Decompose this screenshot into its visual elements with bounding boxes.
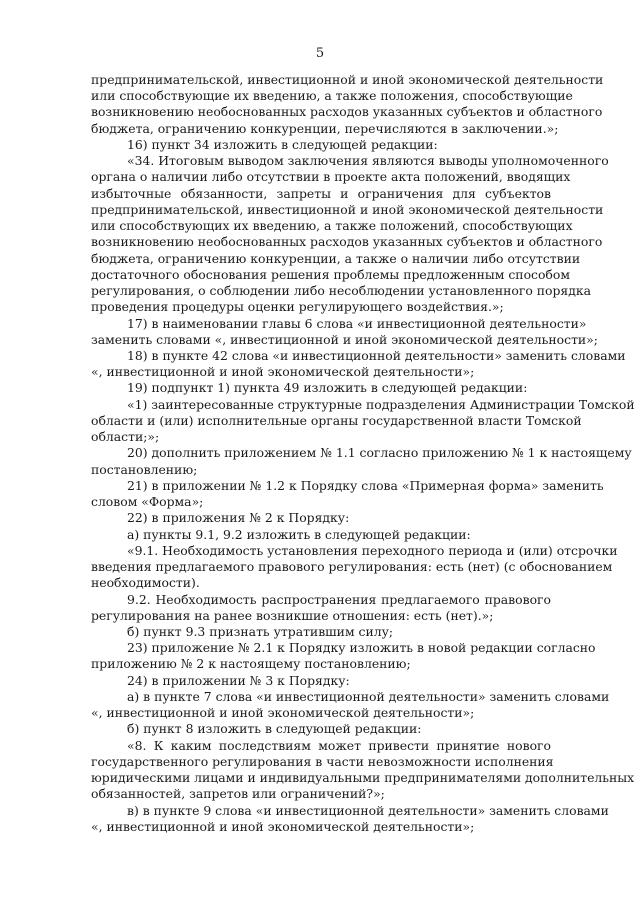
text-line: а) в пункте 7 слова «и инвестиционной деятельности» заменить словами [127,688,610,704]
text-line: или способствующие их введению, а также положения, способствующие [91,88,573,104]
paragraph [91,315,598,348]
text-line: или способствующих их введению, а также положений, способствующих [91,218,573,234]
text-line: б) пункт 9.3 признать утратившим силу; [127,623,394,639]
paragraph [91,153,609,315]
text-line: регулирования на ранее возникшие отношения: есть (нет).»; [91,607,494,623]
text-line: проведения процедуры оценки регулирующего воздействия.»; [91,299,504,315]
paragraph [91,673,551,689]
text-line: области и (или) исполнительные органы государственной власти Томской [91,412,582,428]
text-line: приложению № 2 к настоящему постановлению; [91,656,411,672]
text-line: 9.2. Необходимость распространения предлагаемого правового [127,591,551,607]
paragraph [91,527,551,543]
text-line: 19) подпункт 1) пункта 49 изложить в следующей редакции: [127,380,528,396]
paragraph [91,737,635,803]
paragraph [91,592,551,624]
text-line: введения предлагаемого правового регулирования: есть (нет) (с обоснованием [91,559,613,575]
text-line: необходимости). [91,575,200,591]
paragraph [91,624,551,640]
text-line: юридическими лицами и индивидуальными предпринимателями дополнительных [91,770,635,786]
paragraph [91,802,609,835]
paragraph [91,380,551,396]
text-line: словом «Форма»; [91,494,204,510]
text-line: регулирования, о соблюдении либо несоблюдении установленного порядка [91,283,591,299]
document-body [91,72,635,835]
text-line: предпринимательской, инвестиционной и иной экономической деятельности [91,201,604,217]
paragraph [91,640,596,672]
text-line: 18) в пункте 42 слова «и инвестиционной деятельности» заменить словами [127,347,626,363]
text-line: 24) в приложении № 3 к Порядку: [127,672,350,688]
text-line: бюджета, ограничению конкуренции, перечисляются в заключении.»; [91,120,559,136]
paragraph [91,542,618,592]
text-line: обязанностей, запретов или ограничений?»; [91,786,385,802]
paragraph [91,396,635,446]
text-line: «9.1. Необходимость установления переходного периода и (или) отсрочки [127,542,618,558]
text-line: бюджета, ограничению конкуренции, а также о наличии либо отсутствии [91,250,581,266]
text-line: а) пункты 9.1, 9.2 изложить в следующей редакции: [127,526,471,542]
text-line: 22) в приложения № 2 к Порядку: [127,510,350,526]
text-line: «8. К каким последствиям может привести принятие нового [127,737,551,753]
text-line: «34. Итоговым выводом заключения являются выводы уполномоченного [127,153,609,169]
text-line: б) пункт 8 изложить в следующей редакции: [127,721,422,737]
text-line: предпринимательской, инвестиционной и иной экономической деятельности [91,72,604,87]
text-line: 23) приложение № 2.1 к Порядку изложить в новой редакции согласно [127,640,596,656]
paragraph [91,445,632,477]
text-line: «1) заинтересованные структурные подразделения Администрации Томской [127,396,635,412]
paragraph [91,72,604,137]
text-line: 20) дополнить приложением № 1.1 согласно приложению № 1 к настоящему [127,445,632,461]
paragraph [91,347,626,380]
text-line: области;»; [91,429,160,445]
text-line: заменить словами «, инвестиционной и иной экономической деятельности»; [91,331,598,347]
text-line: возникновению необоснованных расходов указанных субъектов и областного [91,234,603,250]
paragraph [91,510,551,526]
text-line: «, инвестиционной и иной экономической деятельности»; [91,818,475,834]
text-line: «, инвестиционной и иной экономической деятельности»; [91,705,475,721]
text-line: постановлению; [91,461,198,477]
text-line: возникновению необоснованных расходов указанных субъектов и областного [91,104,603,120]
paragraph [91,721,551,737]
paragraph [91,688,610,721]
text-line: органа о наличии либо отсутствии в проекте акта положений, вводящих [91,169,571,185]
text-line: избыточные обязанности, запреты и ограничения для субъектов [91,185,551,201]
text-line: достаточного обоснования решения проблемы предложенным способом [91,266,570,282]
text-line: 21) в приложении № 1.2 к Порядку слова «Примерная форма» заменить [127,477,604,493]
text-line: государственного регулирования в части невозможности исполнения [91,753,554,769]
text-line: 16) пункт 34 изложить в следующей редакции: [127,136,438,152]
text-line: 17) в наименовании главы 6 слова «и инвестиционной деятельности» [127,315,587,331]
paragraph [91,137,551,153]
text-line: «, инвестиционной и иной экономической деятельности»; [91,364,475,380]
paragraph [91,477,604,510]
page-number: 5 [315,46,325,61]
text-line: в) в пункте 9 слова «и инвестиционной деятельности» заменить словами [127,802,609,818]
